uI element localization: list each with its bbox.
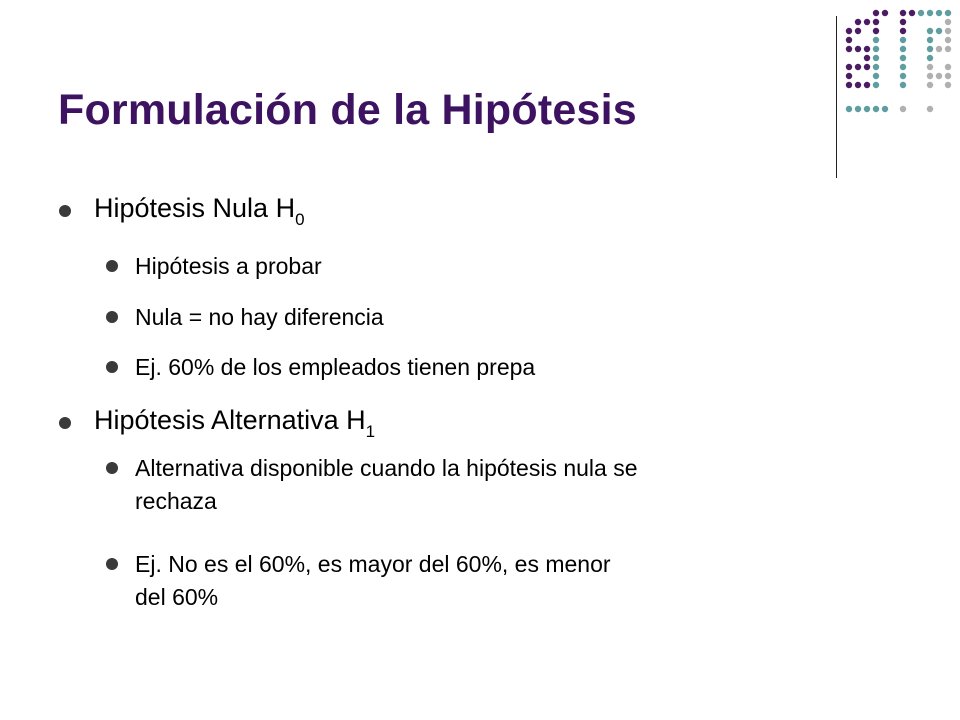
bullet-null-hypothesis: [94, 193, 305, 229]
bullet-dot-icon: [59, 417, 71, 429]
subbullet-text: rechaza: [135, 488, 217, 514]
subbullet-item: [135, 548, 611, 614]
slide-title: Formulación de la Hipótesis: [58, 86, 637, 134]
bullet-label: Hipótesis Nula H: [94, 193, 296, 223]
subbullet-item: [135, 452, 638, 518]
bullet-subscript: 1: [365, 422, 376, 441]
subbullet-text: Ej. No es el 60%, es mayor del 60%, es menor: [135, 551, 611, 577]
bullet-alternative-hypothesis: [94, 405, 376, 441]
subbullet-text: Nula = no hay diferencia: [135, 304, 384, 330]
subbullet-item: [135, 250, 322, 283]
bullet-dot-icon: [106, 311, 118, 323]
subbullet-text: Hipótesis a probar: [135, 253, 322, 279]
subbullet-text: del 60%: [135, 584, 219, 610]
bullet-dot-icon: [106, 260, 118, 272]
bullet-dot-icon: [106, 361, 118, 373]
bullet-subscript: 0: [295, 210, 305, 229]
bullet-label: Hipótesis Alternativa H: [94, 405, 366, 435]
bullet-dot-icon: [59, 205, 71, 217]
subbullet-text: Alternativa disponible cuando la hipótesis nula se: [135, 455, 638, 481]
bullet-dot-icon: [106, 558, 118, 570]
subbullet-text: Ej. 60% de los empleados tienen prepa: [135, 354, 536, 380]
subbullet-item: [135, 351, 535, 384]
bullet-dot-icon: [106, 462, 118, 474]
subbullet-item: [135, 301, 384, 334]
